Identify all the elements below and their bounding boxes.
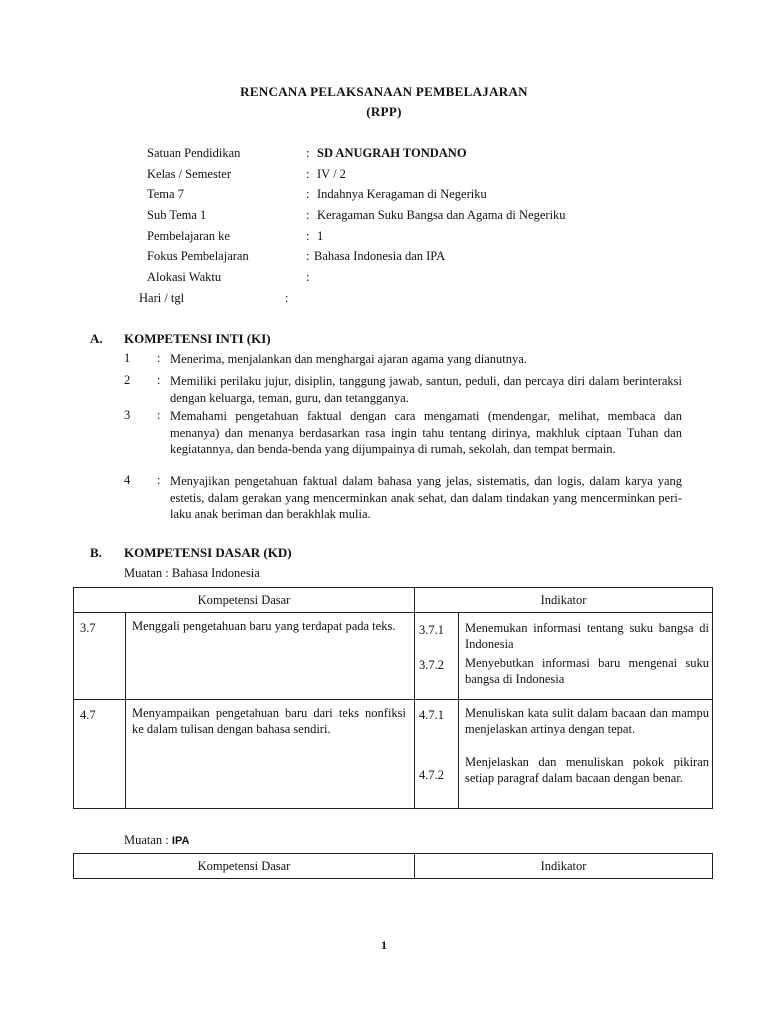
indicator-text: Menyebutkan informasi baru mengenai suku bangsa di Indonesia: [465, 656, 709, 686]
table-header-indikator: Indikator: [415, 854, 713, 879]
indicator-text: Menemukan informasi tentang suku bangsa di Indonesia: [465, 621, 709, 651]
indicator-number: 3.7.1: [419, 623, 444, 637]
identity-label: Pembelajaran ke: [147, 229, 230, 243]
ki-text: Memiliki perilaku jujur, disiplin, tanggung jawab, santun, peduli, dan percaya diri dalam berinteraksi dengan keluarga, teman, guru, dan tetangganya.: [170, 374, 682, 405]
indicator-number-cell: [415, 613, 459, 700]
identity-colon: :: [306, 187, 310, 201]
kd-text-cell: [126, 613, 415, 700]
muatan-ipa: [124, 833, 189, 848]
identity-label: Kelas / Semester: [147, 167, 232, 181]
kd-text: Menggali pengetahuan baru yang terdapat pada teks.: [132, 619, 396, 633]
indicator-text: Menjelaskan dan menuliskan pokok pikiran setiap paragraf dalam bacaan dengan benar.: [465, 755, 709, 785]
identity-colon: :: [306, 270, 310, 284]
indicator-number: 3.7.2: [419, 658, 444, 672]
identity-value: 1: [317, 229, 324, 243]
document-title: RENCANA PELAKSANAAN PEMBELAJARAN: [240, 84, 528, 99]
kd-number-cell: [74, 613, 126, 700]
ki-colon: :: [157, 373, 161, 387]
ki-number: 2: [124, 373, 131, 387]
muatan-value: Bahasa Indonesia: [171, 566, 260, 580]
identity-value: Bahasa Indonesia dan IPA: [314, 249, 446, 263]
indicator-text-cell: [459, 613, 713, 700]
table-header-kd: Kompetensi Dasar: [74, 588, 415, 613]
kd-number-cell: [74, 700, 126, 809]
ki-number: 3: [124, 408, 131, 422]
kd-number: 3.7: [80, 621, 96, 635]
section-letter: B.: [90, 545, 102, 560]
ki-number: 4: [124, 473, 131, 487]
identity-value: IV / 2: [317, 167, 346, 181]
identity-label: Alokasi Waktu: [147, 270, 222, 284]
identity-colon: :: [306, 146, 310, 160]
muatan-label: Muatan :: [124, 833, 172, 847]
kd-table-bahasa-indonesia: [73, 587, 713, 809]
ki-text: Menyajikan pengetahuan faktual dalam bahasa yang jelas, sistematis, dan logis, dalam karya yang estetis, dalam gerakan yang mencerminkan anak sehat, dan dalam tindakan yang mencerminkan peri-laku anak beriman dan berakhlak mulia.: [170, 474, 682, 521]
identity-label: Sub Tema 1: [147, 208, 207, 222]
section-title: KOMPETENSI DASAR (KD): [124, 545, 292, 560]
section-letter: A.: [90, 331, 103, 346]
muatan-value: IPA: [171, 835, 190, 847]
identity-label: Hari / tgl: [139, 291, 185, 305]
table-header-kd: Kompetensi Dasar: [74, 854, 415, 879]
identity-label: Fokus Pembelajaran: [147, 249, 249, 263]
identity-colon: :: [306, 229, 310, 243]
table-row: [74, 613, 713, 700]
table-row: [74, 700, 713, 809]
section-title: KOMPETENSI INTI (KI): [124, 331, 271, 346]
ki-text: Menerima, menjalankan dan menghargai ajaran agama yang dianutnya.: [170, 352, 527, 366]
identity-label: Satuan Pendidikan: [147, 146, 241, 160]
identity-value: SD ANUGRAH TONDANO: [317, 146, 467, 160]
identity-colon: :: [306, 249, 310, 263]
identity-label: Tema 7: [147, 187, 184, 201]
kd-text: Menyampaikan pengetahuan baru dari teks nonfiksi ke dalam tulisan dengan bahasa sendiri.: [132, 706, 406, 736]
muatan-label: Muatan :: [124, 566, 172, 580]
kd-number: 4.7: [80, 708, 96, 722]
identity-colon: :: [306, 208, 310, 222]
ki-text: Memahami pengetahuan faktual dengan cara mengamati (mendengar, melihat, membaca dan menanya) dan menanya berdasarkan rasa ingin tahu tentang dirinya, makhluk ciptaan Tuhan dan kegiatannya, dan benda-benda yang dijumpainya di rumah, sekolah, dan tempat bermain.: [170, 409, 682, 456]
indicator-text: Menuliskan kata sulit dalam bacaan dan mampu menjelaskan artinya dengan tepat.: [465, 706, 709, 736]
kd-table-ipa: [73, 853, 713, 879]
identity-colon: :: [306, 167, 310, 181]
indicator-text-cell: [459, 700, 713, 809]
identity-colon: :: [285, 291, 289, 305]
document-subtitle: (RPP): [366, 104, 402, 119]
ki-colon: :: [157, 351, 161, 365]
table-header-indikator: Indikator: [415, 588, 713, 613]
identity-value: Indahnya Keragaman di Negeriku: [317, 187, 487, 201]
ki-number: 1: [124, 351, 131, 365]
indicator-number-cell: [415, 700, 459, 809]
ki-colon: :: [157, 473, 161, 487]
indicator-number: 4.7.2: [419, 768, 444, 782]
indicator-number: 4.7.1: [419, 708, 444, 722]
identity-value: Keragaman Suku Bangsa dan Agama di Negeriku: [317, 208, 566, 222]
page-number: 1: [381, 938, 387, 952]
ki-colon: :: [157, 408, 161, 422]
muatan-bahasa-indonesia: [124, 566, 260, 581]
kd-text-cell: [126, 700, 415, 809]
